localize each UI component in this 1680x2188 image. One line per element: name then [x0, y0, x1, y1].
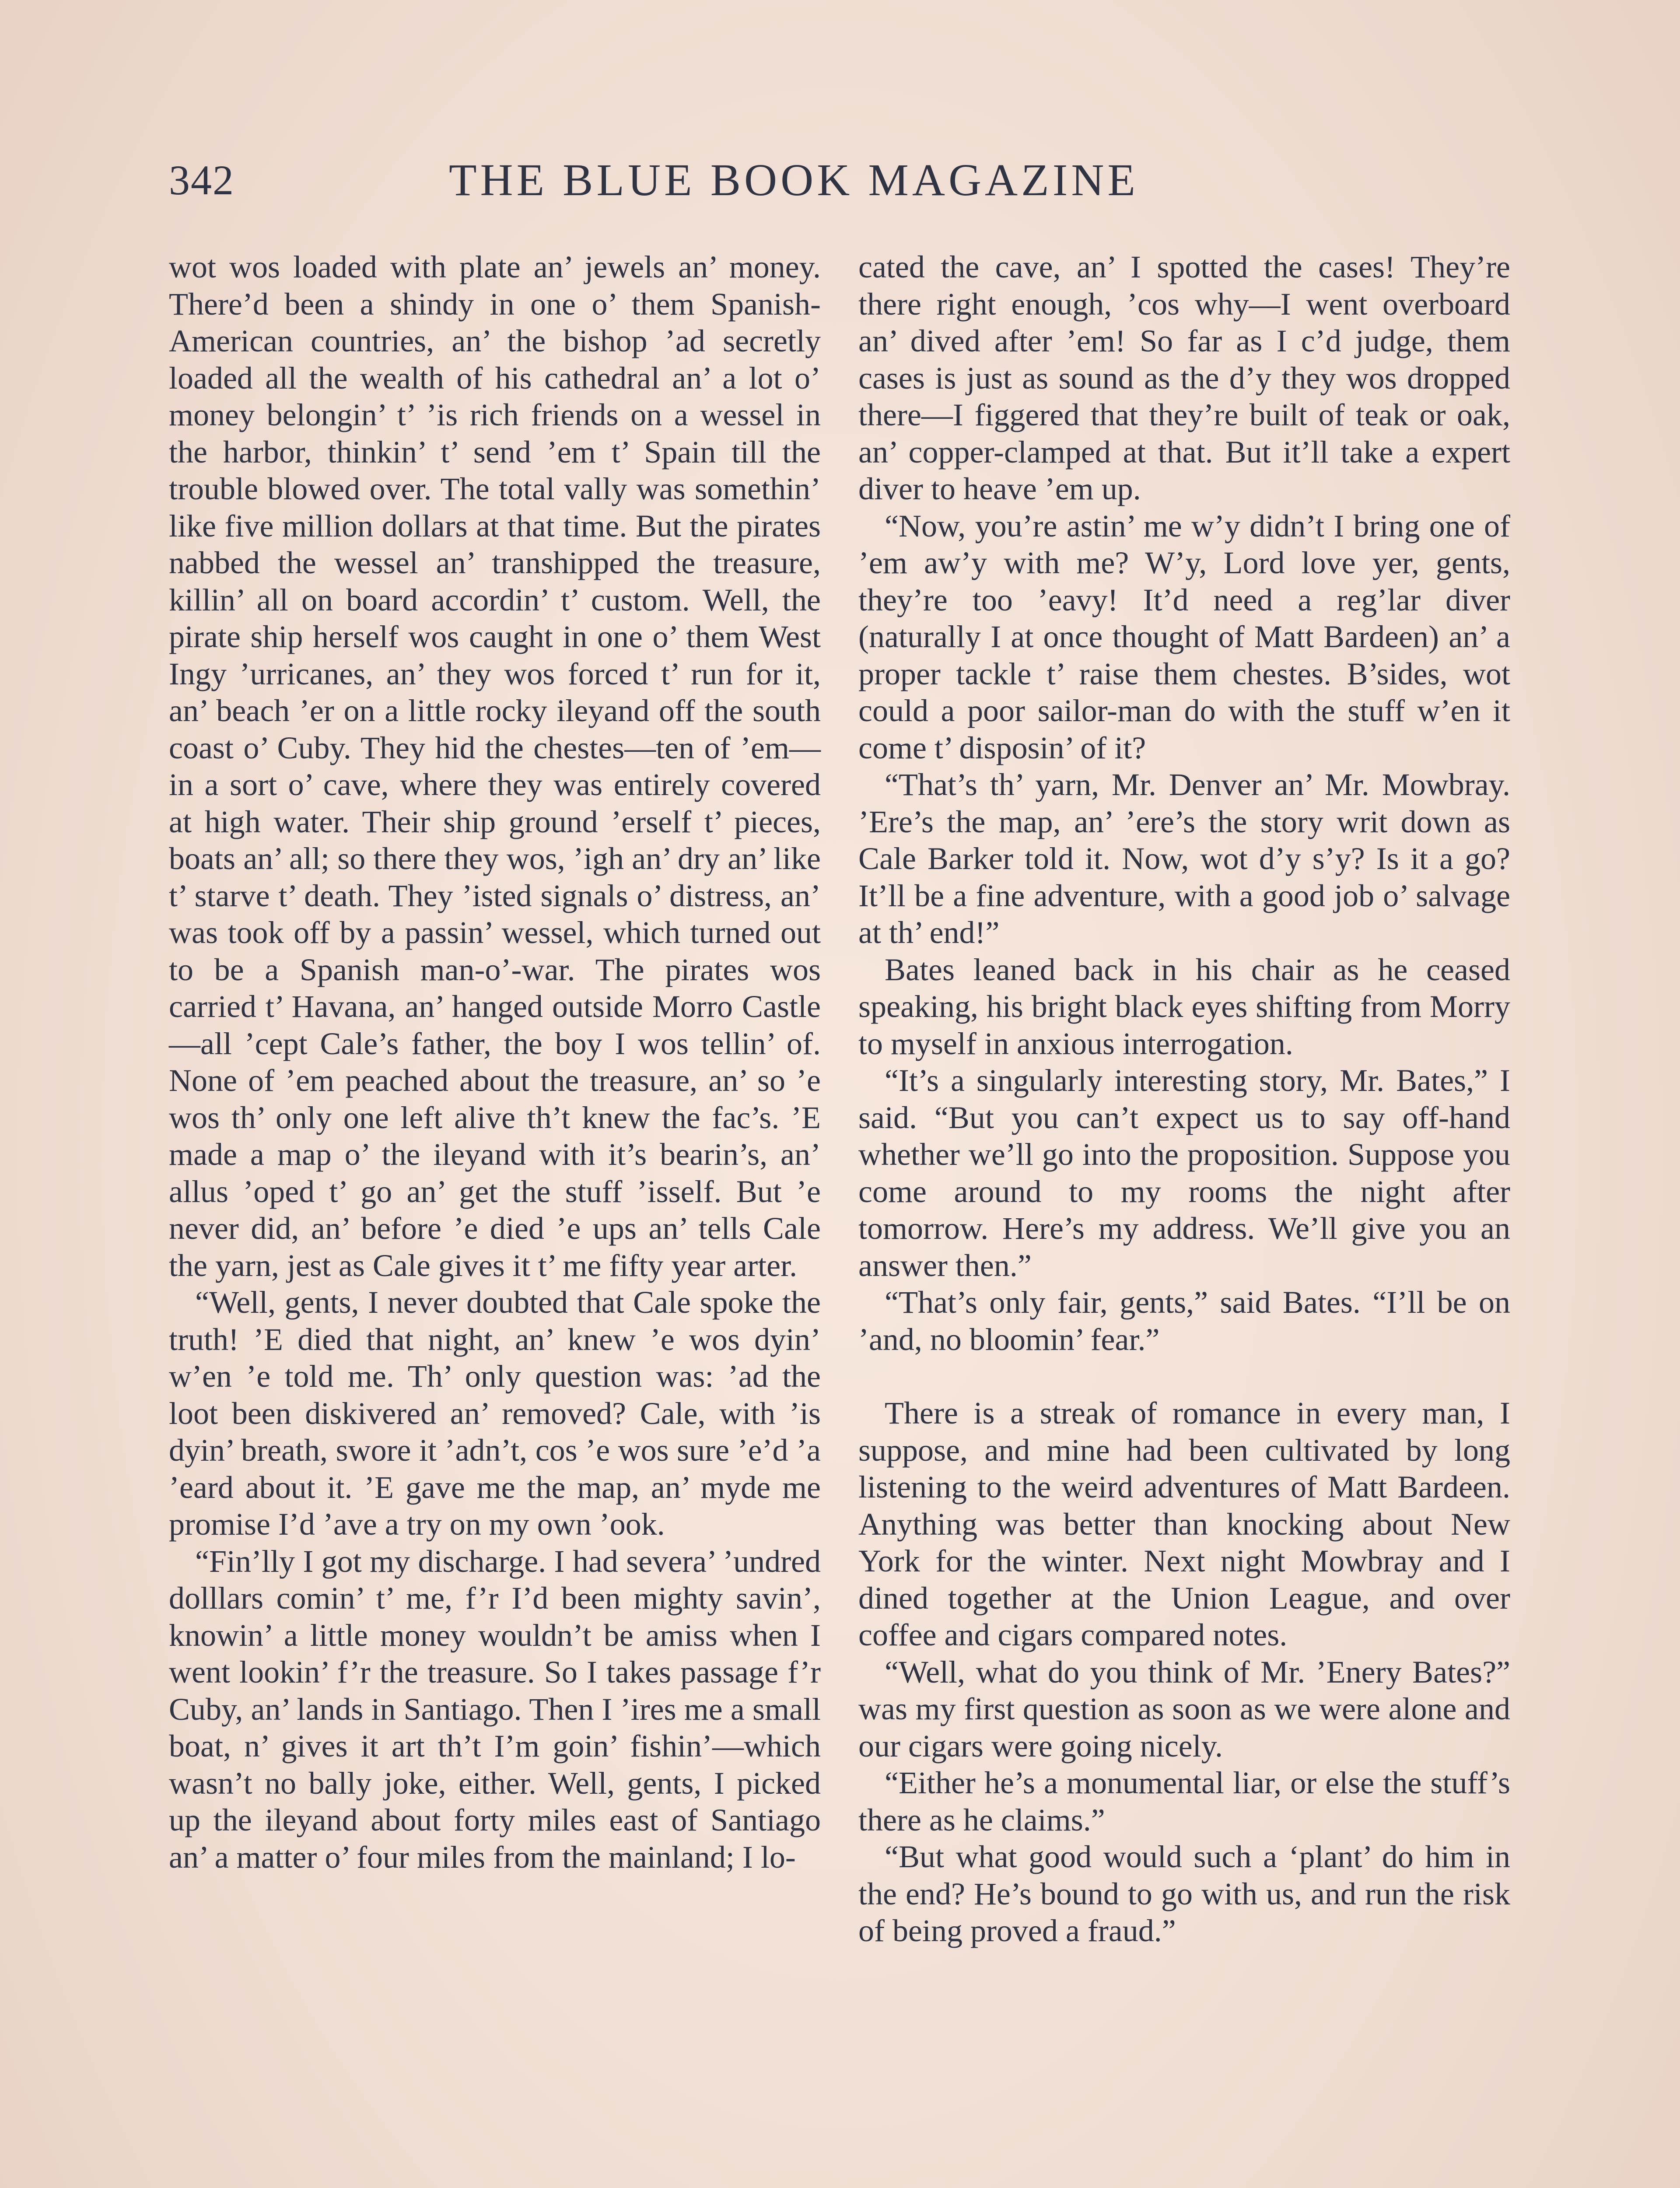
right-text-column	[858, 249, 1510, 1950]
paragraph: “That’s only fair, gents,” said Bates. “I’ll be on ’and, no bloomin’ fear.”	[858, 1285, 1510, 1357]
paragraph: “Well, gents, I never doubted that Cale spoke the truth! ’E died that night, an’ knew ’e wos dyin’ w’en ’e told me. Th’ only question was: ’ad the loot been diskivered an’ removed? Cale, with ’is dyin’ breath, swore it ’adn’t, cos ’e wos sure ’e’d ’a ’eard about it. ’E gave me the map, an’ myde me promise I’d ’ave a try on my own ’ook.	[169, 1285, 821, 1542]
paragraph: Bates leaned back in his chair as he ceased speaking, his bright black eyes shifting from Morry to myself in anxious interrogation.	[858, 952, 1510, 1061]
left-text-column	[169, 249, 821, 1876]
paragraph: “It’s a singularly interesting story, Mr. Bates,” I said. “But you can’t expect us to say off-hand whether we’ll go into the proposition. Suppose you come around to my rooms the night after tomorrow. Here’s my address. We’ll give you an answer then.”	[858, 1063, 1510, 1283]
page-header	[169, 154, 1508, 207]
paragraph: “Fin’lly I got my discharge. I had severa’ ’undred dolllars comin’ t’ me, f’r I’d been mighty savin’, knowin’ a little money wouldn’t be amiss when I went lookin’ f’r the treasure. So I takes passage f’r Cuby, an’ lands in Santiago. Then I ’ires me a small boat, n’ gives it art th’t I’m goin’ fishin’—which wasn’t no bally joke, either. Well, gents, I picked up the ileyand about forty miles east of Santiago an’ a matter o’ four miles from the mainland; I lo-	[169, 1543, 821, 1875]
paragraph: “But what good would such a ‘plant’ do him in the end? He’s bound to go with us, and run the risk of being proved a fraud.”	[858, 1839, 1510, 1948]
paragraph: “Either he’s a monumental liar, or else the stuff’s there as he claims.”	[858, 1765, 1510, 1837]
paragraph: cated the cave, an’ I spotted the cases! They’re there right enough, ’cos why—I went overboard an’ dived after ’em! So far as I c’d judge, them cases is just as sound as the d’y they wos dropped there—I figgered that they’re built of teak or oak, an’ copper-clamped at that. But it’ll take a expert diver to heave ’em up.	[858, 249, 1510, 506]
paragraph: “Now, you’re astin’ me w’y didn’t I bring one of ’em aw’y with me? W’y, Lord love yer, gents, they’re too ’eavy! It’d need a reg’lar diver (naturally I at once thought of Matt Bardeen) an’ a proper tackle t’ raise them chestes. B’sides, wot could a poor sailor-man do with the stuff w’en it come t’ disposin’ of it?	[858, 508, 1510, 765]
paragraph: “That’s th’ yarn, Mr. Denver an’ Mr. Mowbray. ’Ere’s the map, an’ ’ere’s the story writ down as Cale Barker told it. Now, wot d’y s’y? Is it a go? It’ll be a fine adventure, with a good job o’ salvage at th’ end!”	[858, 767, 1510, 950]
magazine-title: THE BLUE BOOK MAGAZINE	[449, 155, 1139, 205]
paragraph: There is a streak of romance in every man, I suppose, and mine had been cultivated by long listening to the weird adventures of Matt Bardeen. Anything was better than knocking about New York for the winter. Next night Mowbray and I dined together at the Union League, and over coffee and cigars compared notes.	[858, 1396, 1510, 1652]
page-number: 342	[169, 157, 234, 203]
paragraph: wot wos loaded with plate an’ jewels an’ money. There’d been a shindy in one o’ them Spanish-American countries, an’ the bishop ’ad secretly loaded all the wealth of his cathedral an’ a lot o’ money belongin’ t’ ’is rich friends on a wessel in the harbor, thinkin’ t’ send ’em t’ Spain till the trouble blowed over. The total vally was somethin’ like five million dollars at that time. But the pirates nabbed the wessel an’ transhipped the treasure, killin’ all on board accordin’ t’ custom. Well, the pirate ship herself wos caught in one o’ them West Ingy ’urricanes, an’ they wos forced t’ run for it, an’ beach ’er on a little rocky ileyand off the south coast o’ Cuby. They hid the chestes—ten of ’em—in a sort o’ cave, where they was entirely covered at high water. Their ship ground ’erself t’ pieces, boats an’ all; so there they wos, ’igh an’ dry an’ like t’ starve t’ death. They ’isted signals o’ distress, an’ was took off by a passin’ wessel, which turned out to be a Spanish man-o’-war. The pirates wos carried t’ Havana, an’ hanged outside Morro Castle—all ’cept Cale’s father, the boy I wos tellin’ of. None of ’em peached about the treasure, an’ so ’e wos th’ only one left alive th’t knew the fac’s. ’E made a map o’ the ileyand with it’s bearin’s, an’ allus ’oped t’ go an’ get the stuff ’isself. But ’e never did, an’ before ’e died ’e ups an’ tells Cale the yarn, jest as Cale gives it t’ me fifty year arter.	[169, 249, 821, 1283]
paragraph: “Well, what do you think of Mr. ’Enery Bates?” was my first question as soon as we were alone and our cigars were going nicely.	[858, 1654, 1510, 1764]
